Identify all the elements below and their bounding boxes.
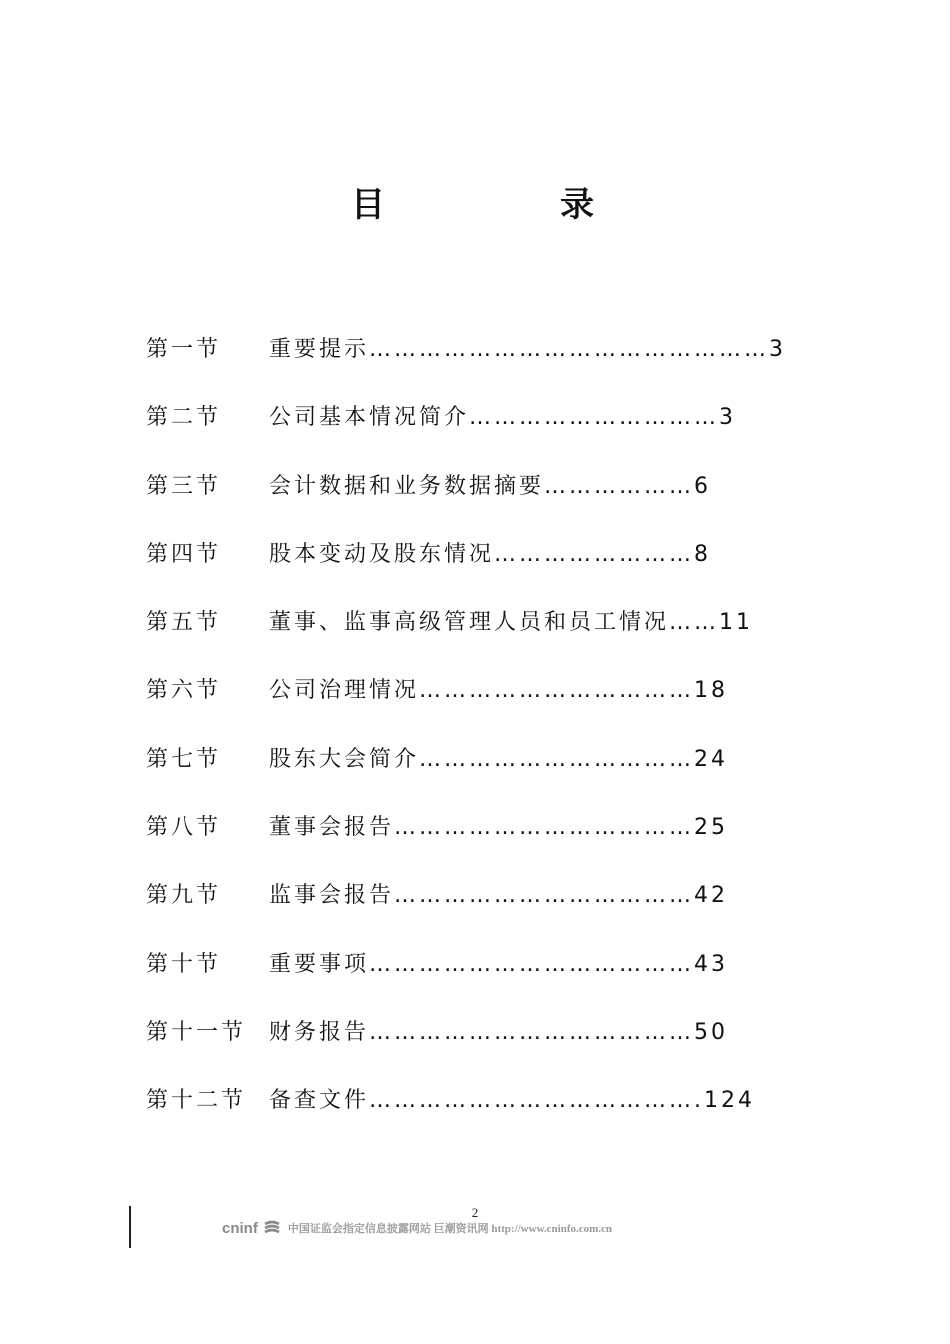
toc-entry-text: 公司基本情况简介…………………………3	[269, 405, 736, 431]
toc-item[interactable]	[146, 467, 766, 535]
toc-section-label: 第六节	[146, 678, 222, 704]
toc-section-label: 第二节	[146, 405, 222, 431]
toc-section-label: 第三节	[146, 473, 222, 499]
toc-entry-text: 公司治理情况……………………………18	[269, 678, 728, 704]
footer	[222, 1218, 612, 1238]
toc-section-label: 第五节	[146, 610, 222, 636]
toc-item[interactable]	[146, 740, 766, 808]
toc-section-label: 第十二节	[146, 1088, 247, 1114]
toc-item[interactable]	[146, 671, 766, 739]
toc-entry-text: 监事会报告………………………………42	[269, 883, 728, 909]
toc-entry-text: 股东大会简介……………………………24	[269, 746, 728, 772]
toc-item[interactable]	[146, 945, 766, 1013]
toc-item[interactable]	[146, 876, 766, 944]
footer-site-text: 中国证监会指定信息披露网站 巨潮资讯网 http://www.cninfo.com.cn	[287, 1223, 613, 1235]
toc-item[interactable]	[146, 1013, 766, 1081]
toc-entry-text: 重要事项…………………………………43	[269, 951, 728, 977]
toc-item[interactable]	[146, 330, 786, 398]
page-number: 2	[471, 1205, 479, 1220]
toc-section-label: 第四节	[146, 541, 222, 567]
toc-item[interactable]	[146, 603, 766, 671]
toc-section-label: 第九节	[146, 883, 222, 909]
footer-divider	[129, 1206, 131, 1248]
toc-entry-text: 备查文件………………………………….124	[269, 1088, 755, 1114]
toc-entry-text: 重要提示…………………………………………3	[269, 337, 786, 362]
title-char-1: 目	[351, 185, 385, 225]
toc-item[interactable]	[146, 535, 766, 603]
toc-section-label: 第十一节	[146, 1019, 247, 1045]
cninfo-logo-text: cninf	[222, 1219, 258, 1237]
cninfo-logo-icon	[262, 1220, 282, 1236]
toc-section-label: 第一节	[146, 337, 222, 362]
toc-entry-text: 会计数据和业务数据摘要………………6	[269, 473, 711, 499]
toc-entry-text: 股本变动及股东情况……………………8	[269, 541, 711, 567]
toc-entry-text: 财务报告…………………………………50	[269, 1019, 728, 1045]
toc-entry-text: 董事、监事高级管理人员和员工情况……11	[269, 610, 753, 636]
page-title	[0, 180, 950, 230]
table-of-contents	[146, 330, 786, 1150]
toc-entry-text: 董事会报告………………………………25	[269, 815, 728, 841]
title-char-2: 录	[560, 185, 594, 225]
toc-item[interactable]	[146, 398, 766, 466]
toc-section-label: 第八节	[146, 815, 222, 841]
toc-section-label: 第七节	[146, 746, 222, 772]
toc-item[interactable]	[146, 808, 766, 876]
toc-section-label: 第十节	[146, 951, 222, 977]
toc-item[interactable]	[146, 1081, 766, 1149]
